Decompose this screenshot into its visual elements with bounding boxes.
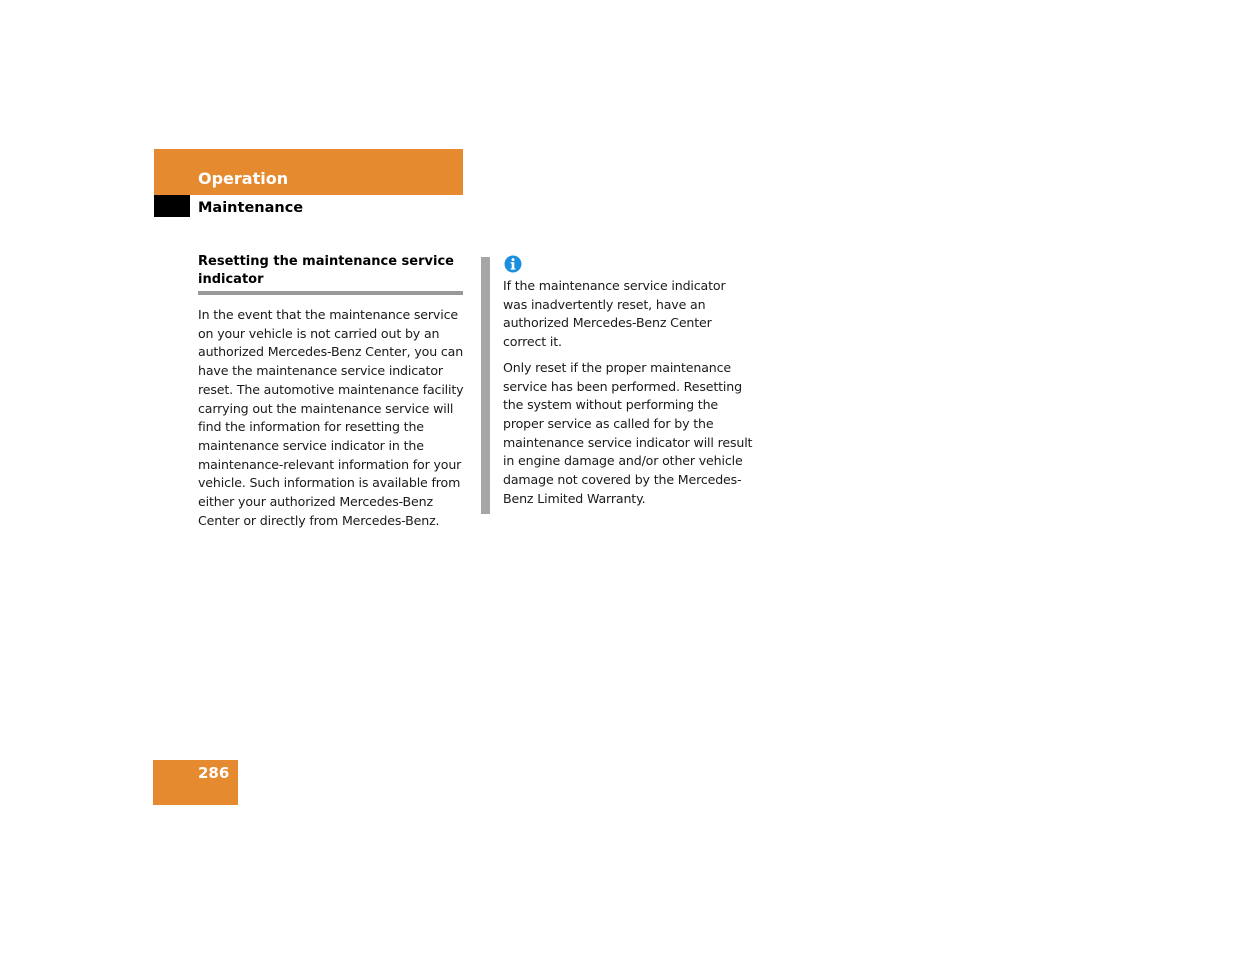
heading-divider: [198, 291, 463, 295]
info-note: [503, 277, 753, 515]
info-paragraph: If the maintenance service indicator was inadvertently reset, have an authorized Mercedes-Benz Center correct it.: [503, 278, 726, 350]
page-number: 286: [198, 764, 230, 782]
info-icon: [504, 255, 522, 273]
chapter-title: Operation: [198, 169, 289, 188]
info-sidebar-bar: [481, 257, 490, 514]
section-heading: Resetting the maintenance service indicator: [198, 254, 454, 287]
body-paragraph: In the event that the maintenance service on your vehicle is not carried out by an authorized Mercedes-Benz Center, you can have the maintenance service indicator reset. The automotive maintenance facility carrying out the maintenance service will find the information for resetting the maintenance service indicator in the maintenance-relevant information for your vehicle. Such information is available from either your authorized Mercedes-Benz Center or directly from Mercedes-Benz.: [198, 307, 464, 528]
info-paragraph: Only reset if the proper maintenance service has been performed. Resetting the system without performing the proper service as called for by the maintenance service indicator will result in engine damage and/or other vehicle damage not covered by the Mercedes-Benz Limited Warranty.: [503, 359, 753, 506]
section-subtitle: Maintenance: [198, 200, 304, 216]
section-tab-marker: [154, 195, 190, 217]
